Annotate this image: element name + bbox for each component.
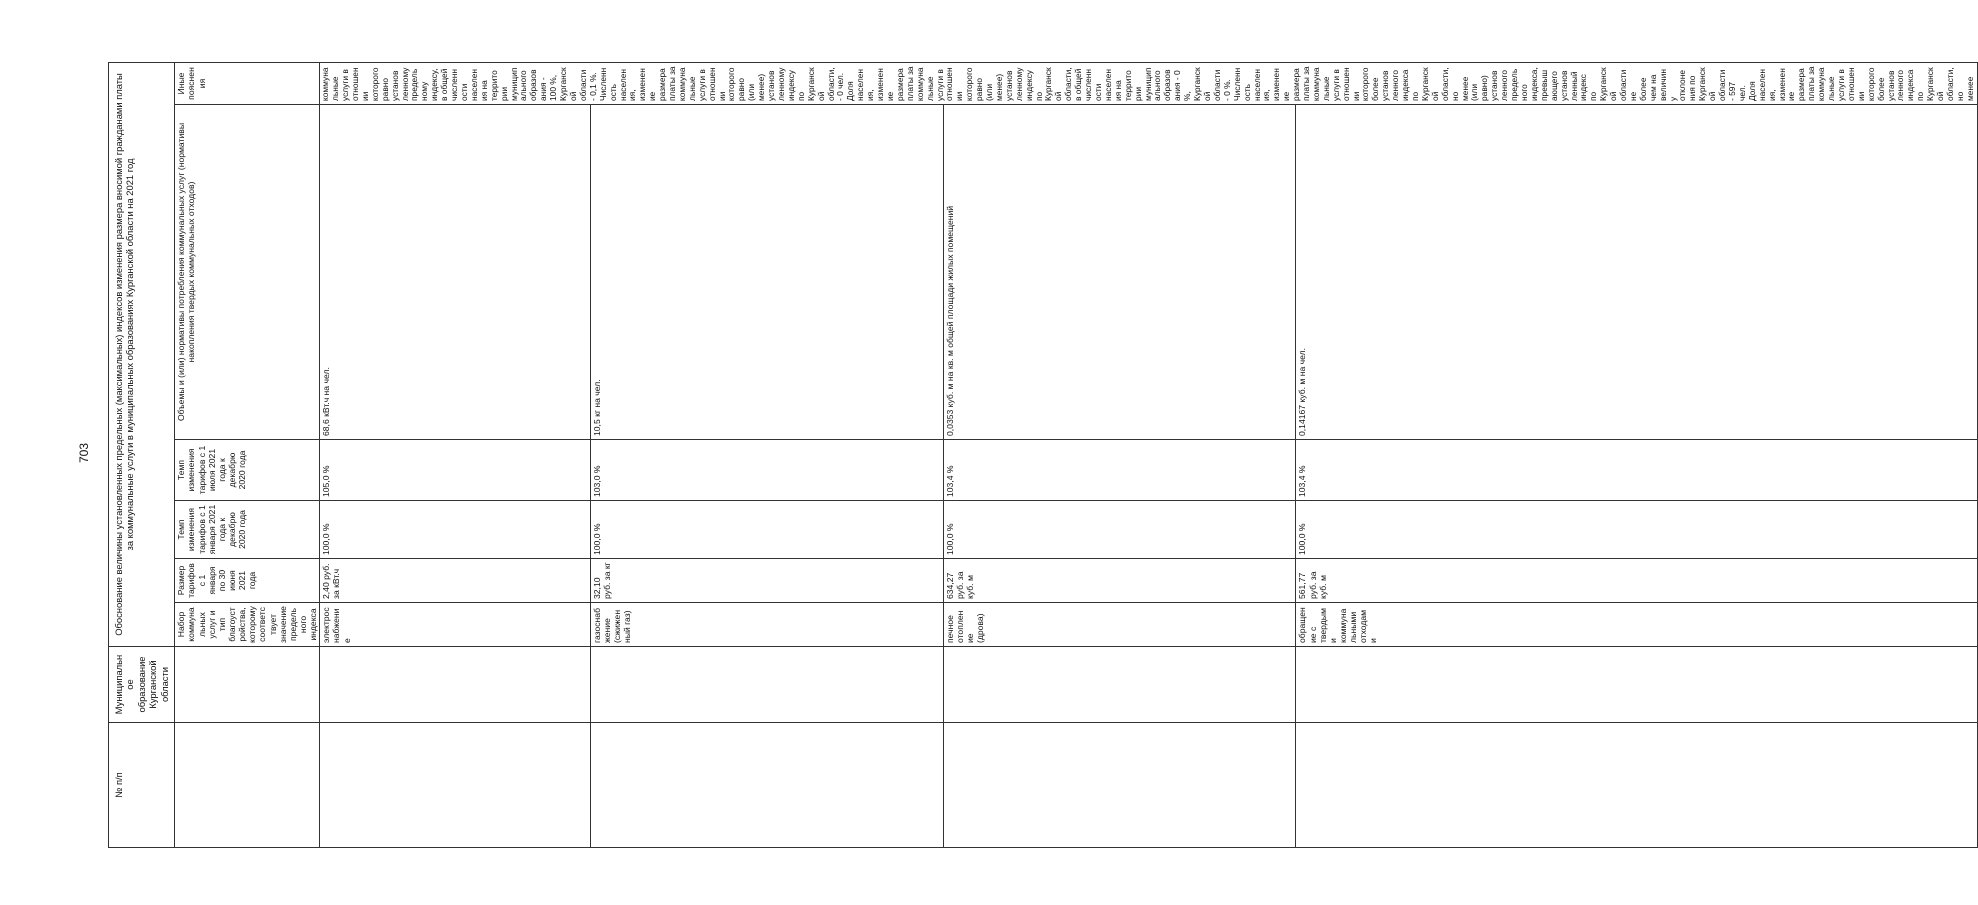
table-title: Обоснование величины установленных предельных (максимальных) индексов изменения размера вносимой гражданами платы за коммунальные услуги в муниципальных образованиях Курганской области на 2021 год (109, 62, 175, 646)
rate-jan-header: Темп изменения тарифов с 1 января 2021 года к декабрю 2020 года (175, 501, 320, 559)
row-municipality-cell (943, 647, 1296, 723)
tariff-cell: 2,40 руб. за кВт.ч (320, 559, 591, 603)
municipality-header: Муниципальное образование Курганской области (109, 647, 175, 723)
service-cell: электроснабжение (320, 603, 591, 647)
row-num-cell (320, 723, 591, 848)
table-row (943, 62, 1296, 847)
tariff-size-header: Размер тарифов с 1 января по 30 июня 2021 года (175, 559, 320, 603)
service-cell: газоснабжение (сжиженный газ) (590, 603, 943, 647)
table-row (320, 62, 591, 847)
service-cell: печное отопление (дрова) (943, 603, 1296, 647)
volume-cell: 68,6 кВт.ч на чел. (320, 105, 591, 440)
rate-jan-cell: 100,0 % (590, 501, 943, 559)
row-num-cell (590, 723, 943, 848)
notes-header: Иные пояснения (175, 62, 320, 104)
rate-jan-cell: 100,0 % (943, 501, 1296, 559)
rate-jul-cell: 103,4 % (1296, 440, 1977, 501)
table-num-header: № п/п (109, 723, 175, 848)
service-cell: обращение с твердыми коммунальными отходами (1296, 603, 1977, 647)
rate-jul-header: Темп изменения тарифов с 1 июля 2021 года к декабрю 2020 года (175, 440, 320, 501)
volume-cell: 0,0353 куб. м на кв. м общей площади жилых помещений (943, 105, 1296, 440)
notes-cell: коммунальные услуги в отношении которого равно установленному предельному индексу, в общей численности населения на территории муниципального образования - 100 %, Курганской области - 0,1 %. Численность населения, изменение размера платы за коммунальные услуги в отношении которого равно (или менее) установленному индексу по Курганской области, - 0 чел. Доля населения, изменение размера платы за коммунальные услуги в отношении которого равно (или менее) установленному индексу по Курганской области, в общей численности населения на территории муниципального образования - 0 %, Курганской области - 0 %. Численность населения, изменение размера платы за коммунальные услуги в отношении которого более установленного индекса по Курганской области, но менее (или равно) установленного предельного индекса, превышающего установленный индекс по Курганской области не более чем на величину отклонения по Курганской области - 597 чел. Доля населения, изменение размера платы за коммунальные услуги в отношении которого более установленного индекса по Курганской области, но менее (320, 62, 1977, 104)
page-number: 703 (77, 442, 91, 463)
row-municipality-cell (590, 647, 943, 723)
table-row (1296, 62, 1977, 847)
rotated-table-container (108, 63, 1975, 848)
row-municipality-cell (1296, 647, 1977, 723)
table-row (590, 62, 943, 847)
index-justification-table (108, 62, 1978, 848)
empty-num-cell (175, 723, 320, 848)
row-num-cell (1296, 723, 1977, 848)
volume-cell: 10,5 кг на чел. (590, 105, 943, 440)
row-num-cell (943, 723, 1296, 848)
service-header: Набор коммунальных услуг и тип благоустройства, которому соответствует значение предельного индекса (175, 603, 320, 647)
rate-jul-cell: 103,4 % (943, 440, 1296, 501)
tariff-cell: 561,77 руб. за куб. м (1296, 559, 1977, 603)
row-municipality-cell (320, 647, 591, 723)
rate-jul-cell: 103,0 % (590, 440, 943, 501)
rate-jul-cell: 105,0 % (320, 440, 591, 501)
empty-municipality-cell (175, 647, 320, 723)
rate-jan-cell: 100,0 % (320, 501, 591, 559)
rate-jan-cell: 100,0 % (1296, 501, 1977, 559)
tariff-cell: 634,27 руб. за куб. м (943, 559, 1296, 603)
volumes-header: Объемы и (или) нормативы потребления коммунальных услуг (нормативы накопления твердых коммунальных отходов) (175, 105, 320, 440)
tariff-cell: 32,10 руб. за кг (590, 559, 943, 603)
volume-cell: 0,14167 куб. м на чел. (1296, 105, 1977, 440)
